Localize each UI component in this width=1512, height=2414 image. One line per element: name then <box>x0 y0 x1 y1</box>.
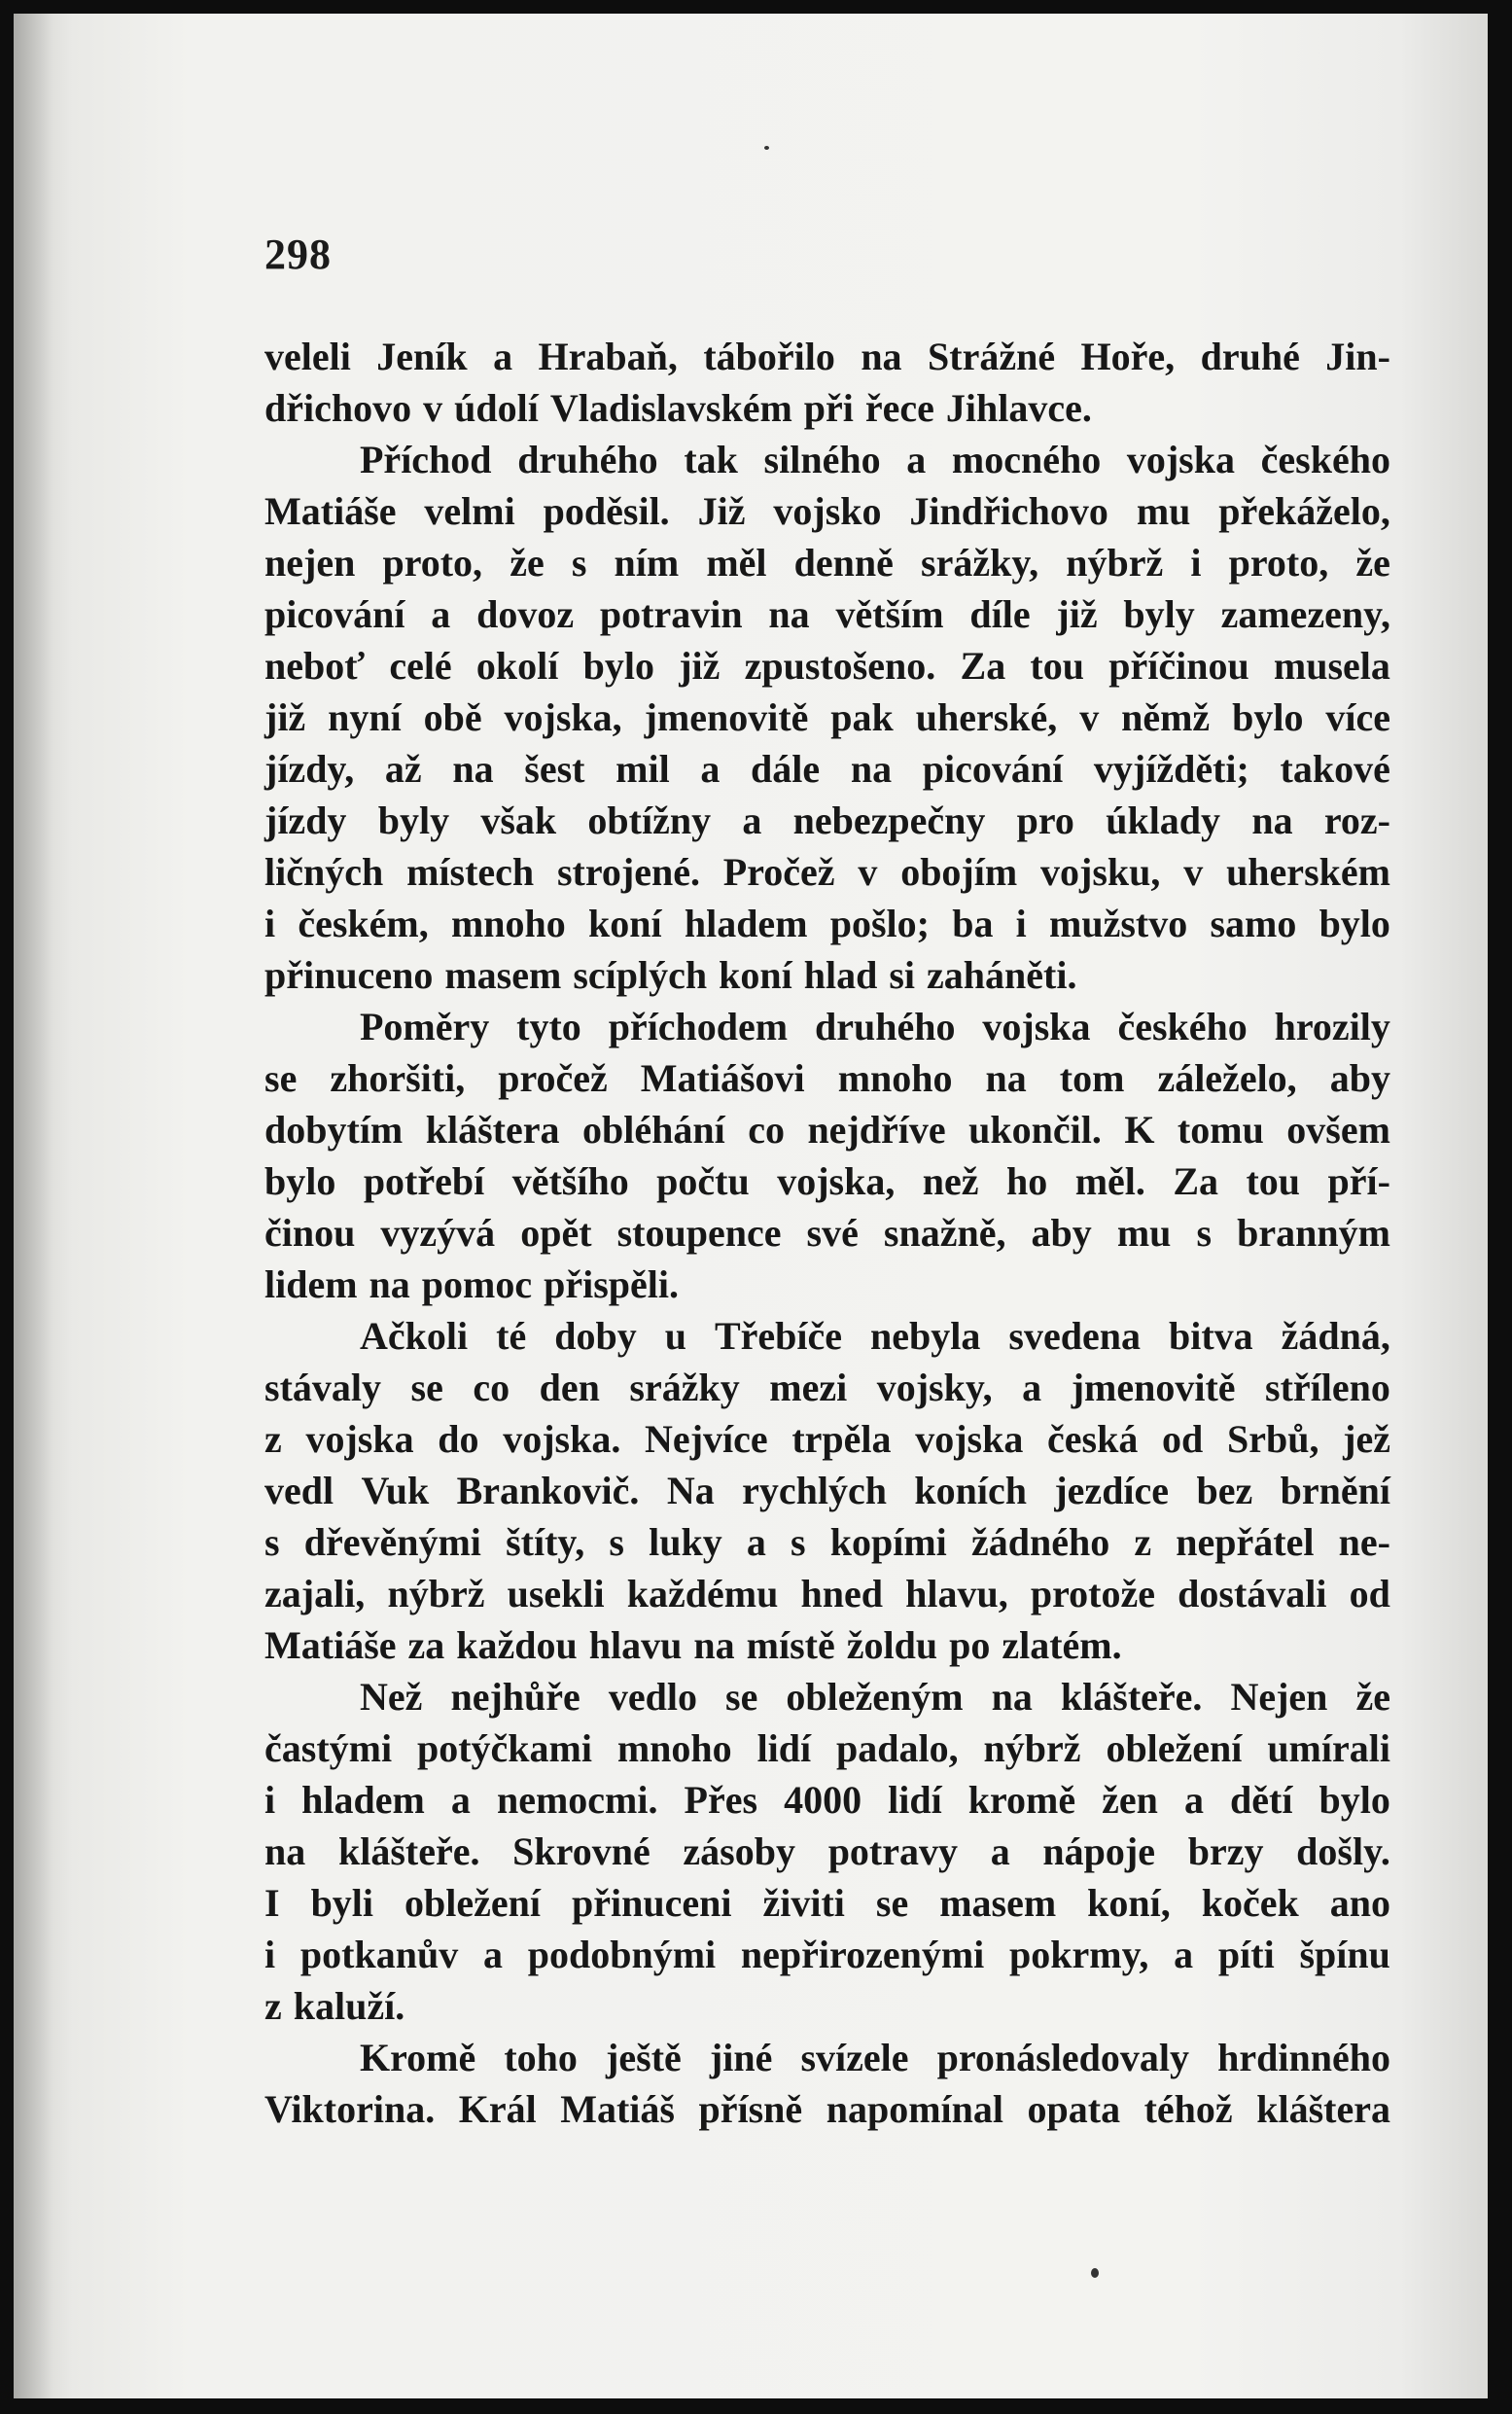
paper-sheet <box>14 14 1488 2398</box>
text-line: Poměry tyto příchodem druhého vojska českého hrozily <box>360 1005 1390 1048</box>
text-line: picování a dovoz potravin na větším díle již byly zamezeny, <box>264 592 1390 636</box>
text-line: Ačkoli té doby u Třebíče nebyla svedena bitva žádná, <box>360 1314 1390 1358</box>
text-line: častými potýčkami mnoho lidí padalo, nýbrž obležení umírali <box>264 1726 1390 1770</box>
text-line: ličných místech strojené. Pročež v obojím vojsku, v uherském <box>264 850 1390 894</box>
text-line: již nyní obě vojska, jmenovitě pak uherské, v němž bylo více <box>264 695 1390 739</box>
text-line: stávaly se co den srážky mezi vojsky, a jmenovitě stříleno <box>264 1366 1390 1409</box>
text-line: I byli obležení přinuceni živiti se masem koní, koček ano <box>264 1881 1390 1925</box>
text-line: dobytím kláštera obléhání co nejdříve ukončil. K tomu ovšem <box>264 1108 1390 1152</box>
text-line: z vojska do vojska. Nejvíce trpěla vojska česká od Srbů, jež <box>264 1417 1390 1461</box>
text-line: na klášteře. Skrovné zásoby potravy a nápoje brzy došly. <box>264 1829 1390 1873</box>
text-line: i potkanův a podobnými nepřirozenými pokrmy, a píti špínu <box>264 1933 1390 1976</box>
text-line: s dřevěnými štíty, s luky a s kopími žádného z nepřátel ne- <box>264 1520 1390 1564</box>
text-line: i českém, mnoho koní hladem pošlo; ba i mužstvo samo bylo <box>264 902 1390 945</box>
text-line: neboť celé okolí bylo již zpustošeno. Za tou příčinou musela <box>264 644 1390 688</box>
ink-speck <box>1091 2268 1099 2278</box>
text-line: Matiáše velmi poděsil. Již vojsko Jindřichovo mu překáželo, <box>264 489 1390 533</box>
text-line: jízdy byly však obtížny a nebezpečny pro úklady na roz- <box>264 799 1390 842</box>
body-text <box>264 331 1390 2135</box>
text-line: nejen proto, že s ním měl denně srážky, nýbrž i proto, že <box>264 541 1390 585</box>
text-line: vedl Vuk Brankovič. Na rychlých koních jezdíce bez brnění <box>264 1469 1390 1512</box>
text-line: Viktorina. Král Matiáš přísně napomínal opata téhož kláštera <box>264 2087 1390 2131</box>
text-line: Matiáše za každou hlavu na místě žoldu po zlatém. <box>264 1623 1122 1667</box>
page-number: 298 <box>264 231 332 278</box>
text-line: Příchod druhého tak silného a mocného vojska českého <box>360 438 1390 481</box>
text-line: zajali, nýbrž usekli každému hned hlavu, protože dostávali od <box>264 1572 1390 1615</box>
binding-shadow <box>14 14 53 2398</box>
text-line: z kaluží. <box>264 1984 405 2028</box>
text-line: činou vyzývá opět stoupence své snažně, aby mu s branným <box>264 1211 1390 1255</box>
text-line: veleli Jeník a Hrabaň, tábořilo na Strážné Hoře, druhé Jin- <box>264 335 1390 378</box>
text-line: Než nejhůře vedlo se obleženým na klášteře. Nejen že <box>360 1675 1390 1719</box>
text-line: dřichovo v údolí Vladislavském při řece Jihlavce. <box>264 386 1092 430</box>
text-line: přinuceno masem scíplých koní hlad si zaháněti. <box>264 953 1077 997</box>
text-line: Kromě toho ještě jiné svízele pronásledovaly hrdinného <box>360 2036 1390 2079</box>
text-line: se zhoršiti, pročež Matiášovi mnoho na tom záleželo, aby <box>264 1056 1390 1100</box>
ink-speck <box>764 146 769 150</box>
text-line: i hladem a nemocmi. Přes 4000 lidí kromě žen a dětí bylo <box>264 1778 1390 1822</box>
text-line: jízdy, až na šest mil a dále na picování vyjížděti; takové <box>264 747 1390 791</box>
text-line: bylo potřebí většího počtu vojska, než ho měl. Za tou pří- <box>264 1159 1390 1203</box>
text-line: lidem na pomoc přispěli. <box>264 1262 680 1306</box>
